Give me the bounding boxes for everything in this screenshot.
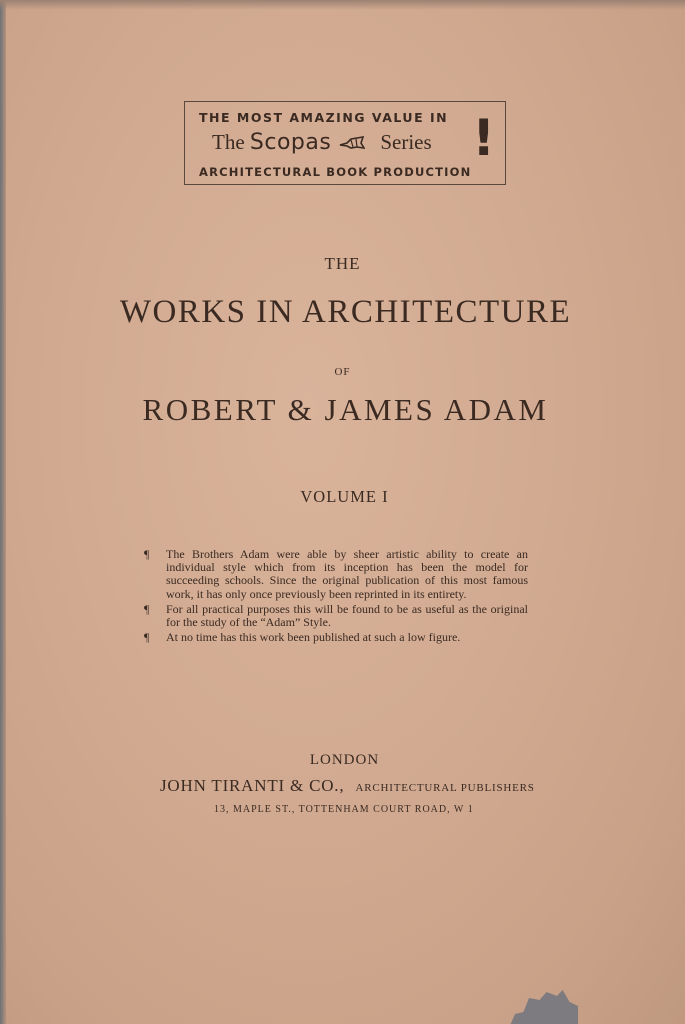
book-title: WORKS IN ARCHITECTURE <box>119 294 572 330</box>
cover-top-edge <box>0 0 685 10</box>
blurb-text: The Brothers Adam were able by sheer artistic ability to create an individual style which from its inception has been the model for succeeding schools. Since the original publication of this most famous work, it has only once previously been reprinted in its entirety. <box>166 547 528 601</box>
promo-series: Series <box>380 130 432 154</box>
promo-subline: ARCHITECTURAL BOOK PRODUCTION <box>199 165 472 179</box>
torn-corner <box>508 990 578 1024</box>
blurb-text: For all practical purposes this will be found to be as useful as the original for the study of the “Adam” Style. <box>166 601 528 630</box>
title-of: OF <box>334 366 351 378</box>
book-authors: ROBERT & JAMES ADAM <box>142 392 549 427</box>
promo-the: The <box>212 130 245 154</box>
description-blurb <box>144 548 528 646</box>
blurb-text: At no time has this work been published at such a low figure. <box>166 630 461 645</box>
promo-headline: THE MOST AMAZING VALUE IN <box>199 110 449 125</box>
scopas-wordmark: Scopas <box>249 130 332 155</box>
pilcrow-icon: ¶ <box>144 630 150 645</box>
scopas-ornament-icon <box>339 135 365 151</box>
exclamation-mark: ! <box>472 109 495 167</box>
title-the: THE <box>324 254 361 273</box>
publisher-line <box>160 776 535 796</box>
pilcrow-icon: ¶ <box>144 547 150 561</box>
blurb-paragraph <box>144 631 528 644</box>
promo-box <box>184 101 506 185</box>
volume-label: VOLUME I <box>300 487 389 506</box>
publisher-name: JOHN TIRANTI & CO., <box>160 776 345 795</box>
publisher-address: 13, MAPLE ST., TOTTENHAM COURT ROAD, W 1 <box>214 804 474 815</box>
blurb-paragraph <box>144 548 528 601</box>
promo-series-line <box>212 130 432 155</box>
blurb-paragraph <box>144 603 528 629</box>
cover-left-edge <box>0 0 6 1024</box>
imprint-city: LONDON <box>309 752 380 768</box>
pilcrow-icon: ¶ <box>144 601 150 616</box>
publisher-description: ARCHITECTURAL PUBLISHERS <box>355 782 535 794</box>
scopas-logo <box>250 130 372 155</box>
